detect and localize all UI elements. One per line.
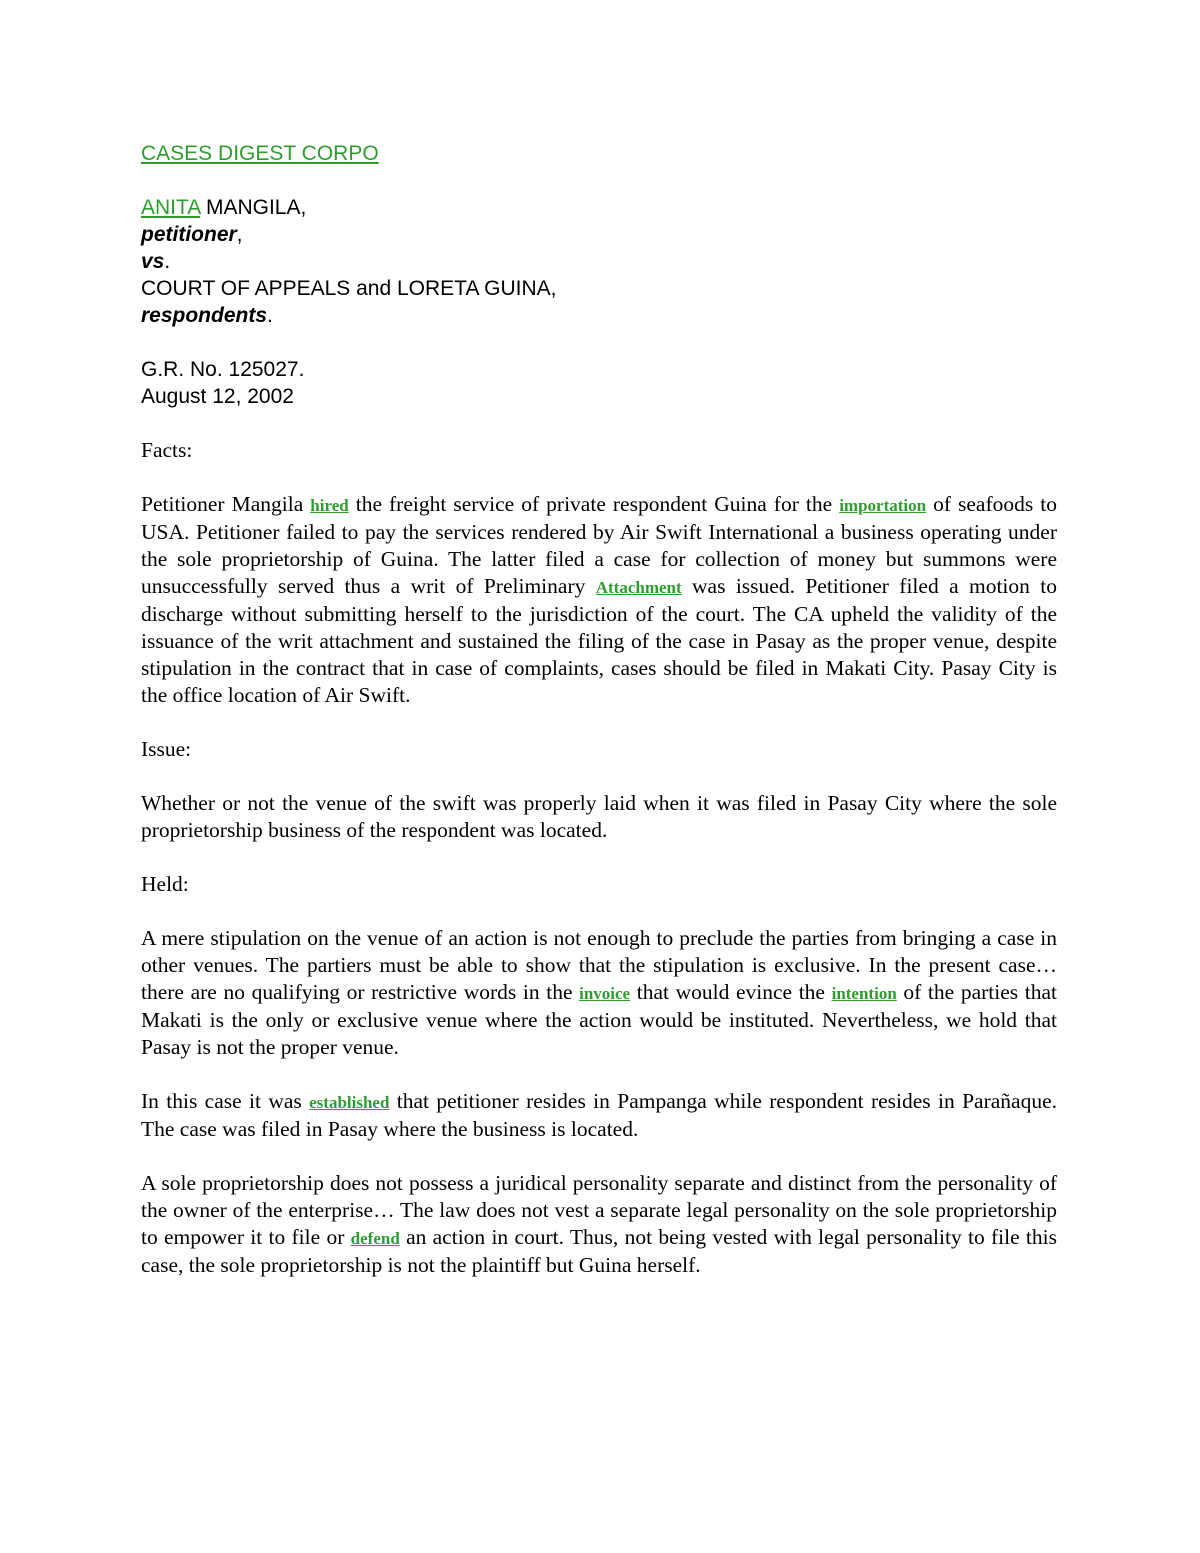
petitioner-role [141,221,1057,248]
held-paragraph-3 [141,1170,1057,1279]
case-caption [141,194,1057,410]
petitioner-role-punct: , [236,223,243,246]
respondents-role-punct: . [267,304,273,327]
intention-link[interactable]: intention [831,984,897,1003]
petitioner-name [141,194,1057,221]
invoice-link[interactable]: invoice [579,984,631,1003]
petitioner-role-label: petitioner [141,223,237,246]
case-date: August 12, 2002 [141,385,294,408]
petitioner-first-name-link[interactable]: ANITA [141,196,201,219]
importation-link[interactable]: importation [839,496,927,515]
held-text-2: that would evince the [630,980,832,1004]
petitioner-last-name: MANGILA, [200,196,307,219]
held-paragraph-1 [141,925,1057,1061]
facts-text-4: was issued. Petitioner filed a motion to discharge without submitting herself to the jurisdiction of the court. The CA upheld the validity of the issuance of the writ attachment and sustained the filing of the case in Pasay as the proper venue, despite stipulation in the contract that in case of complaints, cases should be filed in Makati City. Pasay City is the office location of Air Swift. [141,574,1057,707]
digest-content [141,410,1057,1279]
respondents-role-label: respondents [141,304,268,327]
respondents-role [141,302,1057,329]
held-p2-text-2: that petitioner resides in Pampanga while respondent resides in Parañaque. The case was filed in Pasay where the business is located. [141,1089,1057,1141]
versus [141,248,1057,275]
held-paragraph-2 [141,1088,1057,1143]
defend-link[interactable]: defend [350,1229,400,1248]
issue-paragraph: Whether or not the venue of the swift was properly laid when it was filed in Pasay City where the sole proprietorship business of the respondent was located. [141,791,1057,842]
case-number: G.R. No. 125027. [141,358,305,381]
held-heading: Held: [141,872,189,896]
issue-heading: Issue: [141,737,192,761]
facts-text-2: the freight service of private respondent Guina for the [348,492,840,516]
facts-heading: Facts: [141,438,193,462]
facts-text-3: of seafoods to USA. Petitioner failed to pay the services rendered by Air Swift International a business operating under the sole proprietorship of Guina. The latter filed a case for collection of money but summons were unsuccessfully served thus a writ of Preliminary [141,492,1057,598]
hired-link[interactable]: hired [310,496,349,515]
document-title [141,140,1057,167]
held-text-3: of the parties that Makati is the only or exclusive venue where the action would be instituted. Nevertheless, we hold that Pasay is not the proper venue. [141,980,1057,1059]
held-p3-text-2: an action in court. Thus, not being vested with legal personality to file this case, the sole proprietorship is not the plaintiff but Guina herself. [141,1225,1057,1277]
held-p2-text-1: In this case it was [141,1089,310,1113]
facts-text-1: Petitioner Mangila [141,492,311,516]
versus-label: vs [141,250,165,273]
document-body [141,140,1057,1279]
attachment-link[interactable]: Attachment [595,578,682,597]
versus-punct: . [164,250,171,273]
facts-paragraph [141,491,1057,709]
respondents-names: COURT OF APPEALS and LORETA GUINA, [141,277,557,300]
held-text-1: A mere stipulation on the venue of an action is not enough to preclude the parties from bringing a case in other venues. The partiers must be able to show that the stipulation is exclusive. In the present case… there are no qualifying or restrictive words in the [141,926,1057,1004]
title-link[interactable]: CASES DIGEST CORPO [141,142,379,165]
established-link[interactable]: established [309,1093,390,1112]
held-p3-text-1: A sole proprietorship does not possess a juridical personality separate and distinct from the personality of the owner of the enterprise… The law does not vest a separate legal personality on the sole proprietorship to empower it to file or [141,1171,1057,1249]
